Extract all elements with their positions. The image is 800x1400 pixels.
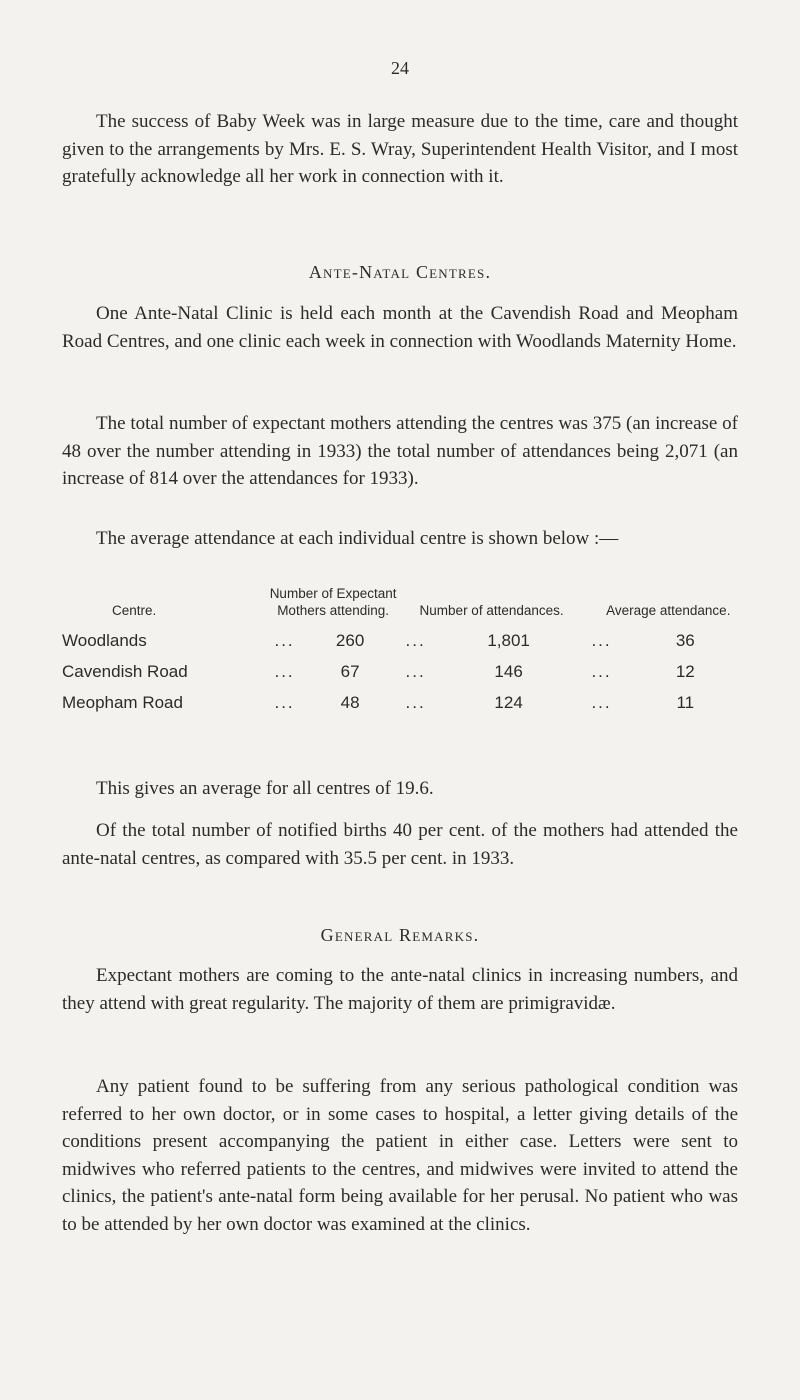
header-centre: Centre.: [112, 603, 157, 618]
heading-general-remarks: General Remarks.: [320, 925, 480, 945]
page-number: 24: [391, 58, 409, 78]
table-row: [62, 687, 752, 718]
heading-ante-natal-centres: Ante-Natal Centres.: [308, 262, 492, 282]
paragraph-average-all-text: This gives an average for all centres of 19.6.: [96, 778, 434, 799]
paragraph-clinic: [62, 300, 738, 355]
paragraph-patient: [62, 1073, 738, 1238]
leader-dots: ...: [274, 661, 295, 681]
table-row: [62, 625, 752, 656]
paragraph-patient-text: Any patient found to be suffering from any serious pathological condition was referred to her own doctor, or in some cases to hospital, a letter giving details of the conditions present accompanying the patient in either case. Letters were sent to midwives who referred patients to the centres, and midwives were invited to attend the clinics, the patient's ante-natal form being available for her perusal. No patient who was to be attended by her own doctor was examined at the clinics.: [62, 1076, 738, 1235]
leader-dots: ...: [405, 630, 426, 650]
leader-dots: ...: [274, 630, 295, 650]
header-average: Average attendance.: [606, 603, 731, 618]
paragraph-total-text: The total number of expectant mothers attending the centres was 375 (an increase of 48 over the number attending in 1933) the total number of attendances being 2,071 (an increase of 814 over the attendances for 1933).: [62, 413, 738, 489]
paragraph-total: [62, 410, 738, 493]
cell-attendances: 1,801: [487, 630, 530, 650]
cell-average: 12: [675, 661, 695, 681]
paragraph-baby-week: [62, 108, 738, 191]
header-mothers: Number of Expectant Mothers attending.: [269, 586, 397, 618]
cell-centre: Woodlands: [62, 630, 147, 650]
leader-dots: ...: [591, 630, 612, 650]
centres-table: [62, 585, 752, 718]
paragraph-expectant: [62, 962, 738, 1017]
paragraph-average-all: [62, 775, 738, 803]
table-row: [62, 656, 752, 687]
leader-dots: ...: [591, 692, 612, 712]
paragraph-births: [62, 817, 738, 872]
paragraph-average-intro: [62, 525, 738, 553]
paragraph-average-intro-text: The average attendance at each individual centre is shown below :—: [96, 528, 619, 549]
leader-dots: ...: [405, 661, 426, 681]
cell-mothers: 67: [340, 661, 360, 681]
paragraph-expectant-text: Expectant mothers are coming to the ante-natal clinics in increasing numbers, and they attend with great regularity. The majority of them are primigravidæ.: [62, 965, 738, 1014]
cell-average: 11: [676, 692, 695, 712]
cell-average: 36: [675, 630, 695, 650]
table-header-row: [62, 585, 752, 625]
cell-centre: Meopham Road: [62, 692, 183, 712]
cell-attendances: 146: [494, 661, 523, 681]
leader-dots: ...: [591, 661, 612, 681]
leader-dots: ...: [274, 692, 295, 712]
cell-mothers: 48: [340, 692, 360, 712]
cell-attendances: 124: [494, 692, 523, 712]
paragraph-births-text: Of the total number of notified births 40 per cent. of the mothers had attended the ante-natal centres, as compared with 35.5 per cent. in 1933.: [62, 820, 738, 869]
leader-dots: ...: [405, 692, 426, 712]
cell-mothers: 260: [335, 630, 365, 650]
cell-centre: Cavendish Road: [62, 661, 188, 681]
header-attendances: Number of attendances.: [419, 603, 564, 618]
paragraph-baby-week-text: The success of Baby Week was in large measure due to the time, care and thought given to the arrangements by Mrs. E. S. Wray, Superintendent Health Visitor, and I most gratefully acknowledge all her work in connection with it.: [62, 111, 738, 187]
paragraph-clinic-text: One Ante-Natal Clinic is held each month at the Cavendish Road and Meopham Road Centres, and one clinic each week in connection with Woodlands Maternity Home.: [62, 303, 738, 352]
